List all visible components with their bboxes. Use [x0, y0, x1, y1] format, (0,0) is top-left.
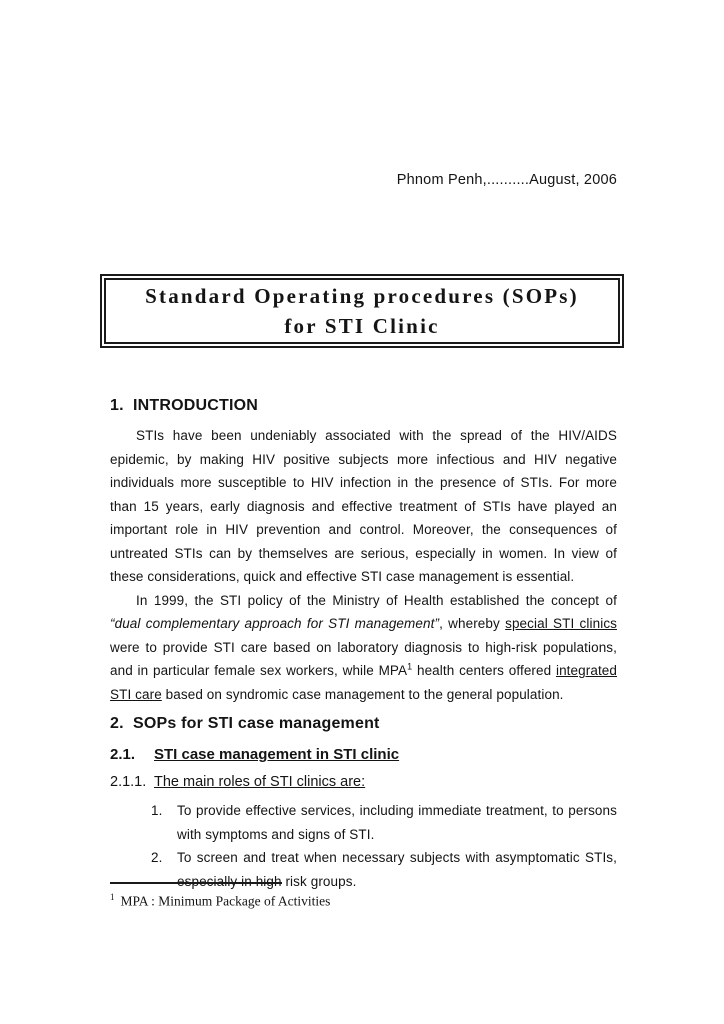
section-2-1-1-heading — [110, 774, 617, 791]
footnote-text — [110, 888, 617, 911]
intro-paragraph-1: STIs have been undeniably associated with the spread of the HIV/AIDS epidemic, by making HIV positive subjects more infectious and HIV negative individuals more susceptible to HIV infection in the presence of STIs. For more than 15 years, early diagnosis and effective treatment of STIs have played an important role in HIV prevention and control. Moreover, the consequences of untreated STIs can by themselves are serious, especially in women. In view of these considerations, quick and effective STI case management is essential. — [110, 428, 617, 584]
document-title-line-2: for STI Clinic — [284, 314, 440, 338]
para2-italic-phrase: “dual complementary approach for STI management” — [110, 616, 440, 631]
section-1-heading — [110, 396, 617, 415]
list-item-text: To provide effective services, including immediate treatment, to persons with symptoms and signs of STI. — [177, 803, 617, 842]
footnote-reference-marker: 1 — [407, 661, 413, 672]
para2-segment-5: based on syndromic case management to the general population. — [161, 686, 564, 702]
document-body — [110, 396, 617, 893]
para2-underlined-integrated-sti-care: integrated STI care — [110, 663, 618, 702]
section-2-title: SOPs for STI case management — [133, 715, 380, 732]
roles-list — [110, 799, 617, 893]
section-2-number: 2. — [110, 715, 124, 732]
footnote-separator-rule — [110, 882, 282, 884]
footnote-marker: 1 — [110, 892, 115, 902]
footnote — [110, 882, 617, 911]
para2-segment-4: health centers offered — [412, 663, 556, 678]
list-item-text: To screen and treat when necessary subjects with asymptomatic STIs, especially in high risk groups. — [177, 850, 617, 889]
para2-segment-2: , whereby — [439, 616, 506, 631]
list-item-number: 1. — [151, 803, 163, 818]
list-item-number: 2. — [151, 850, 163, 865]
section-2-heading — [110, 714, 617, 733]
document-title-line-1: Standard Operating procedures (SOPs) — [145, 284, 579, 308]
title-box — [100, 274, 624, 348]
section-1-number: 1. — [110, 397, 124, 414]
para2-underlined-special-sti-clinics: special STI clinics — [505, 616, 618, 631]
para2-segment-3: were to provide STI care based on laboratory diagnosis to high-risk populations, and in particular female sex workers, while MPA — [110, 639, 617, 678]
section-2-1-heading — [110, 746, 617, 763]
para2-segment-1: In 1999, the STI policy of the Ministry of Health established the concept of — [136, 592, 617, 608]
intro-paragraph-2 — [110, 589, 617, 707]
section-1-title: INTRODUCTION — [133, 397, 259, 414]
section-2-1-1-number: 2.1.1. — [110, 774, 147, 790]
date-line: Phnom Penh,..........August, 2006 — [396, 172, 617, 188]
list-item — [151, 799, 617, 846]
section-2-1-title: STI case management in STI clinic — [154, 746, 400, 763]
title-box-inner-border — [104, 278, 620, 344]
section-2-1-1-title: The main roles of STI clinics are: — [154, 774, 366, 790]
section-2-1-number: 2.1. — [110, 746, 136, 763]
footnote-content: MPA : Minimum Package of Activities — [120, 893, 331, 909]
